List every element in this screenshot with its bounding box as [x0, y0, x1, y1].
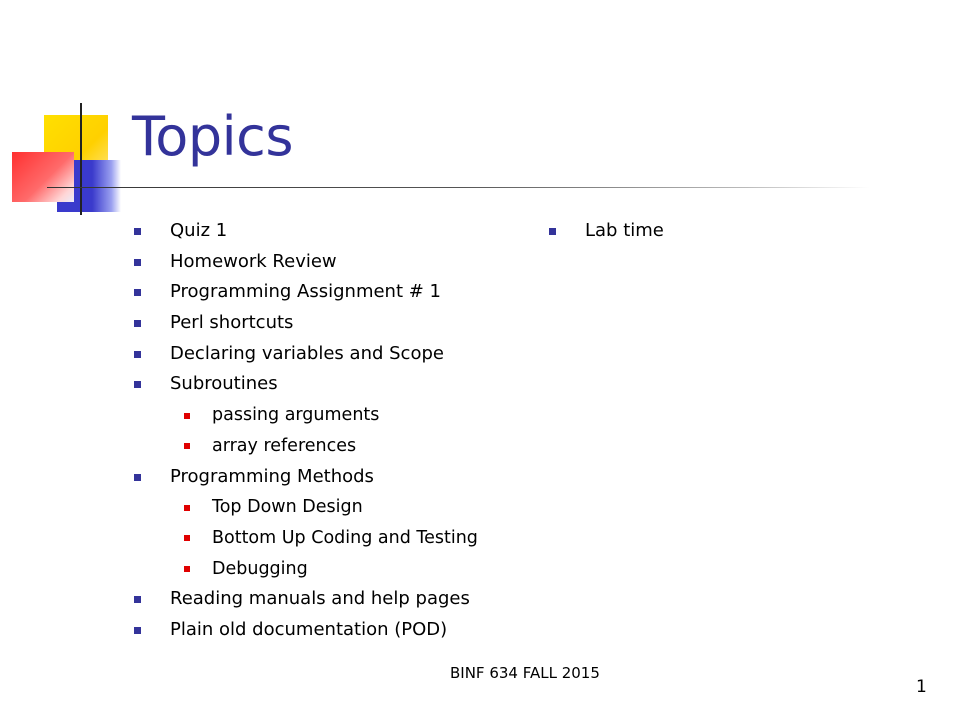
slide-title: Topics — [132, 105, 293, 168]
blue-square-bullet-icon — [134, 228, 141, 235]
blue-square-bullet-icon — [134, 627, 141, 634]
blue-square-bullet-icon — [134, 596, 141, 603]
decorative-vertical-line — [80, 103, 82, 215]
bullet-text: Declaring variables and Scope — [170, 342, 444, 364]
bullet-text: Plain old documentation (POD) — [170, 618, 448, 640]
bullet-text: Top Down Design — [212, 497, 363, 518]
red-square-bullet-icon — [184, 505, 190, 511]
bullet-text: Subroutines — [170, 373, 278, 395]
blue-square-bullet-icon — [134, 320, 141, 327]
bullet-text: array references — [212, 435, 357, 456]
red-square-bullet-icon — [184, 566, 190, 572]
red-square-bullet-icon — [184, 443, 190, 449]
bullet-text: Quiz 1 — [170, 220, 228, 241]
blue-square-bullet-icon — [134, 474, 141, 481]
title-underline — [47, 187, 870, 188]
bullet-text: Programming Methods — [170, 465, 374, 487]
bullet-text: passing arguments — [212, 405, 380, 426]
bullet-text: Perl shortcuts — [170, 312, 294, 334]
red-square-bullet-icon — [184, 535, 190, 541]
bullet-text: Programming Assignment # 1 — [170, 281, 441, 303]
blue-square-bullet-icon — [549, 228, 556, 235]
page-number: 1 — [916, 677, 927, 697]
bullet-text: Reading manuals and help pages — [170, 588, 470, 610]
blue-square-bullet-icon — [134, 259, 141, 266]
blue-square-bullet-icon — [134, 351, 141, 358]
decorative-red-square — [12, 152, 74, 202]
red-square-bullet-icon — [184, 413, 190, 419]
blue-square-bullet-icon — [134, 289, 141, 296]
bullet-text: Bottom Up Coding and Testing — [212, 527, 478, 548]
bullet-text: Lab time — [585, 220, 664, 241]
blue-square-bullet-icon — [134, 381, 141, 388]
bullet-text: Debugging — [212, 558, 308, 579]
bullet-text: Homework Review — [170, 250, 337, 272]
slide-footer: BINF 634 FALL 2015 — [450, 664, 600, 682]
